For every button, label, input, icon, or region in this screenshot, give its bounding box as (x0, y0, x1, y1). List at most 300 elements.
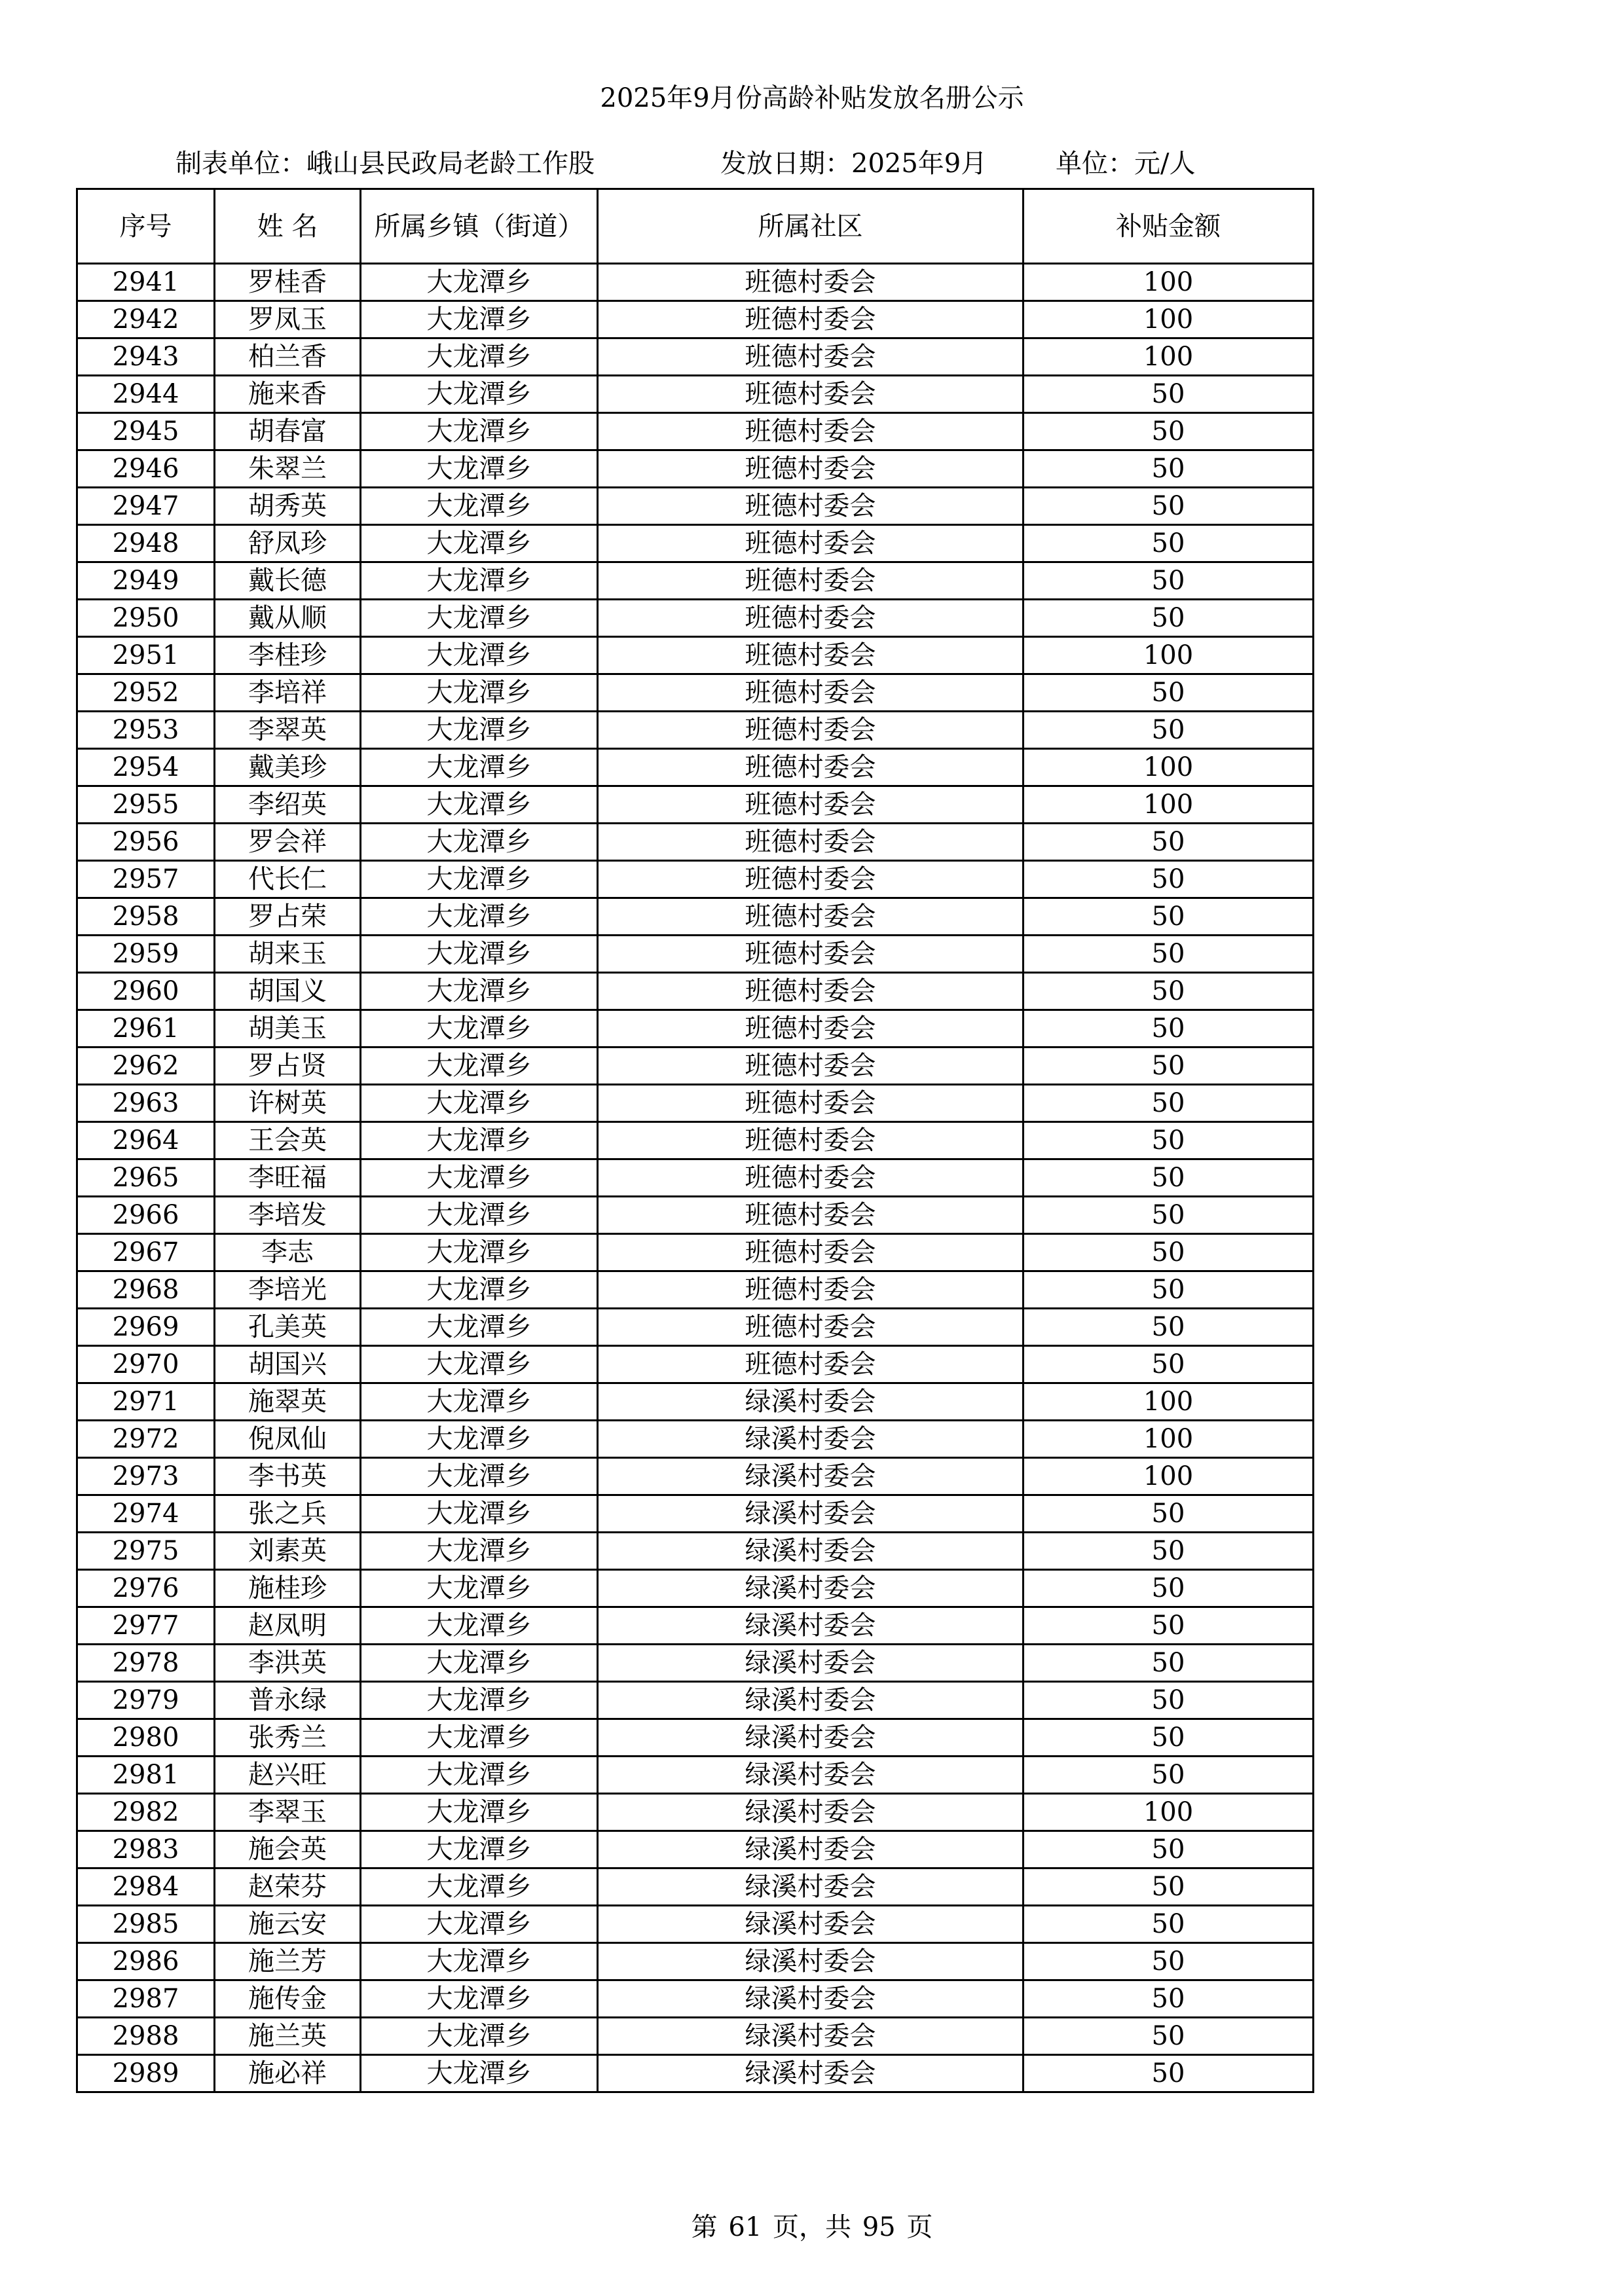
cell-township: 大龙潭乡 (361, 1570, 598, 1607)
cell-community: 班德村委会 (598, 264, 1024, 301)
cell-name: 李培祥 (215, 674, 361, 712)
cell-serial: 2950 (77, 600, 215, 637)
table-row (77, 600, 1314, 637)
cell-amount: 100 (1024, 338, 1314, 376)
cell-township: 大龙潭乡 (361, 637, 598, 674)
cell-community: 班德村委会 (598, 488, 1024, 525)
table-row (77, 824, 1314, 861)
cell-serial: 2945 (77, 413, 215, 450)
cell-serial: 2979 (77, 1682, 215, 1719)
table-row (77, 376, 1314, 413)
table-row (77, 1458, 1314, 1495)
cell-township: 大龙潭乡 (361, 376, 598, 413)
cell-name: 胡秀英 (215, 488, 361, 525)
cell-name: 李培光 (215, 1271, 361, 1309)
cell-township: 大龙潭乡 (361, 264, 598, 301)
cell-community: 班德村委会 (598, 413, 1024, 450)
cell-serial: 2957 (77, 861, 215, 898)
cell-serial: 2972 (77, 1421, 215, 1458)
cell-name: 李书英 (215, 1458, 361, 1495)
cell-township: 大龙潭乡 (361, 525, 598, 562)
cell-community: 班德村委会 (598, 1197, 1024, 1234)
cell-township: 大龙潭乡 (361, 1980, 598, 2018)
table-row (77, 562, 1314, 600)
table-row (77, 1719, 1314, 1757)
header-serial: 序号 (77, 189, 215, 264)
table-row (77, 1980, 1314, 2018)
cell-community: 班德村委会 (598, 637, 1024, 674)
cell-township: 大龙潭乡 (361, 1719, 598, 1757)
cell-serial: 2974 (77, 1495, 215, 1533)
page-footer: 第 61 页，共 95 页 (691, 2212, 933, 2242)
cell-serial: 2982 (77, 1794, 215, 1831)
cell-community: 绿溪村委会 (598, 1383, 1024, 1421)
table-row (77, 264, 1314, 301)
cell-community: 班德村委会 (598, 562, 1024, 600)
cell-amount: 50 (1024, 1085, 1314, 1122)
cell-community: 班德村委会 (598, 600, 1024, 637)
cell-name: 施云安 (215, 1906, 361, 1943)
cell-serial: 2984 (77, 1868, 215, 1906)
cell-serial: 2969 (77, 1309, 215, 1346)
cell-township: 大龙潭乡 (361, 898, 598, 936)
document-title: 2025年9月份高龄补贴发放名册公示 (600, 83, 1024, 113)
cell-serial: 2988 (77, 2018, 215, 2055)
table-row (77, 1607, 1314, 1645)
cell-name: 倪凤仙 (215, 1421, 361, 1458)
cell-township: 大龙潭乡 (361, 1794, 598, 1831)
cell-amount: 50 (1024, 1570, 1314, 1607)
cell-serial: 2963 (77, 1085, 215, 1122)
cell-township: 大龙潭乡 (361, 450, 598, 488)
cell-serial: 2952 (77, 674, 215, 712)
table-row (77, 2018, 1314, 2055)
cell-serial: 2981 (77, 1757, 215, 1794)
cell-township: 大龙潭乡 (361, 1271, 598, 1309)
cell-township: 大龙潭乡 (361, 301, 598, 338)
cell-amount: 50 (1024, 1234, 1314, 1271)
cell-serial: 2973 (77, 1458, 215, 1495)
cell-serial: 2954 (77, 749, 215, 786)
table-row (77, 1048, 1314, 1085)
cell-amount: 50 (1024, 1607, 1314, 1645)
cell-serial: 2978 (77, 1645, 215, 1682)
cell-name: 施桂珍 (215, 1570, 361, 1607)
cell-serial: 2943 (77, 338, 215, 376)
cell-amount: 100 (1024, 1421, 1314, 1458)
cell-name: 胡国义 (215, 973, 361, 1010)
cell-name: 胡春富 (215, 413, 361, 450)
cell-amount: 50 (1024, 936, 1314, 973)
cell-amount: 50 (1024, 376, 1314, 413)
header-amount: 补贴金额 (1024, 189, 1314, 264)
subsidy-roster-table (76, 188, 1314, 2093)
cell-name: 许树英 (215, 1085, 361, 1122)
cell-township: 大龙潭乡 (361, 786, 598, 824)
cell-township: 大龙潭乡 (361, 1682, 598, 1719)
cell-serial: 2980 (77, 1719, 215, 1757)
table-row (77, 786, 1314, 824)
table-row (77, 1757, 1314, 1794)
cell-amount: 50 (1024, 450, 1314, 488)
table-row (77, 1533, 1314, 1570)
cell-name: 胡国兴 (215, 1346, 361, 1383)
cell-name: 王会英 (215, 1122, 361, 1159)
cell-serial: 2966 (77, 1197, 215, 1234)
cell-name: 胡美玉 (215, 1010, 361, 1048)
cell-serial: 2941 (77, 264, 215, 301)
cell-community: 绿溪村委会 (598, 1757, 1024, 1794)
cell-serial: 2955 (77, 786, 215, 824)
table-row (77, 525, 1314, 562)
cell-township: 大龙潭乡 (361, 2018, 598, 2055)
cell-name: 李绍英 (215, 786, 361, 824)
cell-serial: 2968 (77, 1271, 215, 1309)
cell-name: 施来香 (215, 376, 361, 413)
cell-community: 班德村委会 (598, 674, 1024, 712)
cell-name: 罗会祥 (215, 824, 361, 861)
cell-amount: 100 (1024, 1794, 1314, 1831)
cell-name: 普永绿 (215, 1682, 361, 1719)
cell-amount: 50 (1024, 1309, 1314, 1346)
table-row (77, 1085, 1314, 1122)
cell-township: 大龙潭乡 (361, 1010, 598, 1048)
cell-name: 朱翠兰 (215, 450, 361, 488)
cell-community: 绿溪村委会 (598, 1682, 1024, 1719)
cell-name: 施传金 (215, 1980, 361, 2018)
cell-serial: 2970 (77, 1346, 215, 1383)
cell-serial: 2946 (77, 450, 215, 488)
table-row (77, 749, 1314, 786)
table-row (77, 301, 1314, 338)
cell-community: 班德村委会 (598, 1122, 1024, 1159)
cell-township: 大龙潭乡 (361, 1159, 598, 1197)
cell-community: 班德村委会 (598, 1309, 1024, 1346)
cell-serial: 2985 (77, 1906, 215, 1943)
cell-township: 大龙潭乡 (361, 1906, 598, 1943)
cell-serial: 2962 (77, 1048, 215, 1085)
cell-amount: 50 (1024, 861, 1314, 898)
cell-community: 绿溪村委会 (598, 2055, 1024, 2092)
cell-community: 班德村委会 (598, 712, 1024, 749)
cell-amount: 50 (1024, 1346, 1314, 1383)
cell-serial: 2967 (77, 1234, 215, 1271)
cell-community: 班德村委会 (598, 450, 1024, 488)
cell-name: 李洪英 (215, 1645, 361, 1682)
cell-amount: 50 (1024, 1271, 1314, 1309)
cell-serial: 2947 (77, 488, 215, 525)
cell-name: 刘素英 (215, 1533, 361, 1570)
table-row (77, 861, 1314, 898)
header-community: 所属社区 (598, 189, 1024, 264)
cell-community: 绿溪村委会 (598, 1868, 1024, 1906)
cell-community: 班德村委会 (598, 1085, 1024, 1122)
cell-township: 大龙潭乡 (361, 1122, 598, 1159)
cell-serial: 2975 (77, 1533, 215, 1570)
cell-township: 大龙潭乡 (361, 1868, 598, 1906)
cell-serial: 2960 (77, 973, 215, 1010)
cell-community: 班德村委会 (598, 749, 1024, 786)
cell-community: 班德村委会 (598, 898, 1024, 936)
cell-community: 绿溪村委会 (598, 1794, 1024, 1831)
cell-amount: 100 (1024, 637, 1314, 674)
cell-amount: 50 (1024, 413, 1314, 450)
cell-amount: 50 (1024, 898, 1314, 936)
cell-township: 大龙潭乡 (361, 674, 598, 712)
cell-community: 绿溪村委会 (598, 1943, 1024, 1980)
cell-amount: 50 (1024, 1980, 1314, 2018)
cell-name: 赵兴旺 (215, 1757, 361, 1794)
table-row (77, 2055, 1314, 2092)
cell-community: 绿溪村委会 (598, 1906, 1024, 1943)
cell-name: 施兰芳 (215, 1943, 361, 1980)
cell-amount: 50 (1024, 1906, 1314, 1943)
cell-community: 绿溪村委会 (598, 1607, 1024, 1645)
cell-township: 大龙潭乡 (361, 1943, 598, 1980)
cell-community: 班德村委会 (598, 973, 1024, 1010)
cell-name: 戴长德 (215, 562, 361, 600)
cell-township: 大龙潭乡 (361, 1458, 598, 1495)
cell-name: 李翠英 (215, 712, 361, 749)
cell-community: 班德村委会 (598, 301, 1024, 338)
cell-amount: 50 (1024, 488, 1314, 525)
cell-township: 大龙潭乡 (361, 1085, 598, 1122)
cell-community: 班德村委会 (598, 861, 1024, 898)
table-row (77, 898, 1314, 936)
cell-amount: 50 (1024, 600, 1314, 637)
cell-township: 大龙潭乡 (361, 1831, 598, 1868)
cell-serial: 2958 (77, 898, 215, 936)
cell-name: 孔美英 (215, 1309, 361, 1346)
cell-serial: 2987 (77, 1980, 215, 2018)
cell-community: 绿溪村委会 (598, 1570, 1024, 1607)
cell-community: 绿溪村委会 (598, 1719, 1024, 1757)
cell-community: 班德村委会 (598, 1010, 1024, 1048)
cell-name: 柏兰香 (215, 338, 361, 376)
cell-amount: 50 (1024, 1868, 1314, 1906)
cell-name: 舒凤珍 (215, 525, 361, 562)
cell-amount: 50 (1024, 1048, 1314, 1085)
cell-serial: 2971 (77, 1383, 215, 1421)
cell-serial: 2948 (77, 525, 215, 562)
cell-community: 班德村委会 (598, 525, 1024, 562)
table-row (77, 1159, 1314, 1197)
cell-serial: 2956 (77, 824, 215, 861)
cell-township: 大龙潭乡 (361, 1048, 598, 1085)
cell-township: 大龙潭乡 (361, 600, 598, 637)
cell-community: 班德村委会 (598, 338, 1024, 376)
table-row (77, 1271, 1314, 1309)
issue-date: 发放日期：2025年9月 (720, 149, 987, 179)
header-name: 姓 名 (215, 189, 361, 264)
cell-township: 大龙潭乡 (361, 936, 598, 973)
cell-community: 绿溪村委会 (598, 1645, 1024, 1682)
table-row (77, 1234, 1314, 1271)
cell-name: 李旺福 (215, 1159, 361, 1197)
cell-serial: 2976 (77, 1570, 215, 1607)
cell-community: 班德村委会 (598, 376, 1024, 413)
cell-community: 班德村委会 (598, 1048, 1024, 1085)
table-row (77, 488, 1314, 525)
cell-community: 班德村委会 (598, 936, 1024, 973)
cell-amount: 50 (1024, 712, 1314, 749)
cell-name: 李翠玉 (215, 1794, 361, 1831)
cell-amount: 50 (1024, 2018, 1314, 2055)
cell-township: 大龙潭乡 (361, 2055, 598, 2092)
table-row (77, 1495, 1314, 1533)
cell-serial: 2953 (77, 712, 215, 749)
cell-community: 绿溪村委会 (598, 1831, 1024, 1868)
cell-amount: 50 (1024, 562, 1314, 600)
table-row (77, 1794, 1314, 1831)
cell-community: 班德村委会 (598, 1159, 1024, 1197)
cell-township: 大龙潭乡 (361, 1645, 598, 1682)
cell-name: 戴美珍 (215, 749, 361, 786)
table-row (77, 712, 1314, 749)
cell-name: 施会英 (215, 1831, 361, 1868)
cell-serial: 2986 (77, 1943, 215, 1980)
cell-amount: 50 (1024, 1645, 1314, 1682)
table-row (77, 1906, 1314, 1943)
cell-name: 罗占荣 (215, 898, 361, 936)
cell-township: 大龙潭乡 (361, 413, 598, 450)
cell-name: 施必祥 (215, 2055, 361, 2092)
table-row (77, 637, 1314, 674)
cell-community: 绿溪村委会 (598, 1495, 1024, 1533)
table-row (77, 1682, 1314, 1719)
cell-community: 绿溪村委会 (598, 1421, 1024, 1458)
cell-serial: 2965 (77, 1159, 215, 1197)
cell-amount: 50 (1024, 525, 1314, 562)
table-row (77, 973, 1314, 1010)
cell-township: 大龙潭乡 (361, 562, 598, 600)
table-row (77, 1346, 1314, 1383)
table-row (77, 1421, 1314, 1458)
cell-amount: 100 (1024, 786, 1314, 824)
cell-amount: 100 (1024, 264, 1314, 301)
cell-amount: 100 (1024, 749, 1314, 786)
cell-community: 绿溪村委会 (598, 1533, 1024, 1570)
cell-township: 大龙潭乡 (361, 1533, 598, 1570)
cell-township: 大龙潭乡 (361, 1234, 598, 1271)
table-row (77, 1010, 1314, 1048)
cell-amount: 100 (1024, 1383, 1314, 1421)
cell-amount: 50 (1024, 1495, 1314, 1533)
cell-name: 张秀兰 (215, 1719, 361, 1757)
cell-township: 大龙潭乡 (361, 1607, 598, 1645)
cell-township: 大龙潭乡 (361, 1346, 598, 1383)
cell-township: 大龙潭乡 (361, 488, 598, 525)
cell-community: 绿溪村委会 (598, 1458, 1024, 1495)
cell-township: 大龙潭乡 (361, 712, 598, 749)
table-header-row (77, 189, 1314, 264)
cell-amount: 50 (1024, 1122, 1314, 1159)
cell-name: 张之兵 (215, 1495, 361, 1533)
cell-amount: 50 (1024, 1010, 1314, 1048)
cell-amount: 100 (1024, 1458, 1314, 1495)
cell-amount: 50 (1024, 1831, 1314, 1868)
cell-name: 戴从顺 (215, 600, 361, 637)
cell-amount: 50 (1024, 1757, 1314, 1794)
cell-amount: 50 (1024, 973, 1314, 1010)
cell-amount: 100 (1024, 301, 1314, 338)
cell-name: 李志 (215, 1234, 361, 1271)
table-row (77, 1943, 1314, 1980)
table-row (77, 674, 1314, 712)
cell-township: 大龙潭乡 (361, 1495, 598, 1533)
table-row (77, 1868, 1314, 1906)
cell-township: 大龙潭乡 (361, 1421, 598, 1458)
cell-community: 绿溪村委会 (598, 1980, 1024, 2018)
cell-township: 大龙潭乡 (361, 749, 598, 786)
cell-township: 大龙潭乡 (361, 861, 598, 898)
cell-serial: 2949 (77, 562, 215, 600)
cell-township: 大龙潭乡 (361, 973, 598, 1010)
cell-township: 大龙潭乡 (361, 338, 598, 376)
cell-name: 代长仁 (215, 861, 361, 898)
cell-amount: 50 (1024, 1682, 1314, 1719)
header-township: 所属乡镇（街道） (361, 189, 598, 264)
cell-serial: 2959 (77, 936, 215, 973)
cell-serial: 2964 (77, 1122, 215, 1159)
cell-name: 施翠英 (215, 1383, 361, 1421)
cell-township: 大龙潭乡 (361, 1197, 598, 1234)
cell-township: 大龙潭乡 (361, 1309, 598, 1346)
cell-serial: 2961 (77, 1010, 215, 1048)
cell-amount: 50 (1024, 1943, 1314, 1980)
cell-serial: 2983 (77, 1831, 215, 1868)
cell-serial: 2944 (77, 376, 215, 413)
cell-township: 大龙潭乡 (361, 824, 598, 861)
table-row (77, 1197, 1314, 1234)
table-row (77, 1309, 1314, 1346)
cell-amount: 50 (1024, 1719, 1314, 1757)
cell-name: 罗占贤 (215, 1048, 361, 1085)
cell-serial: 2977 (77, 1607, 215, 1645)
cell-amount: 50 (1024, 824, 1314, 861)
cell-community: 班德村委会 (598, 1234, 1024, 1271)
table-row (77, 936, 1314, 973)
cell-name: 罗桂香 (215, 264, 361, 301)
cell-name: 李培发 (215, 1197, 361, 1234)
cell-serial: 2942 (77, 301, 215, 338)
table-row (77, 413, 1314, 450)
cell-name: 胡来玉 (215, 936, 361, 973)
cell-name: 李桂珍 (215, 637, 361, 674)
table-row (77, 1570, 1314, 1607)
cell-serial: 2989 (77, 2055, 215, 2092)
cell-community: 班德村委会 (598, 786, 1024, 824)
cell-name: 赵荣芬 (215, 1868, 361, 1906)
cell-serial: 2951 (77, 637, 215, 674)
cell-community: 班德村委会 (598, 1346, 1024, 1383)
table-row (77, 338, 1314, 376)
table-row (77, 450, 1314, 488)
cell-amount: 50 (1024, 2055, 1314, 2092)
cell-name: 赵凤明 (215, 1607, 361, 1645)
cell-township: 大龙潭乡 (361, 1757, 598, 1794)
cell-township: 大龙潭乡 (361, 1383, 598, 1421)
table-row (77, 1645, 1314, 1682)
table-row (77, 1383, 1314, 1421)
cell-community: 班德村委会 (598, 1271, 1024, 1309)
cell-amount: 50 (1024, 1533, 1314, 1570)
currency-unit: 单位：元/人 (1056, 149, 1196, 179)
cell-amount: 50 (1024, 1197, 1314, 1234)
cell-amount: 50 (1024, 674, 1314, 712)
cell-name: 施兰英 (215, 2018, 361, 2055)
table-row (77, 1831, 1314, 1868)
